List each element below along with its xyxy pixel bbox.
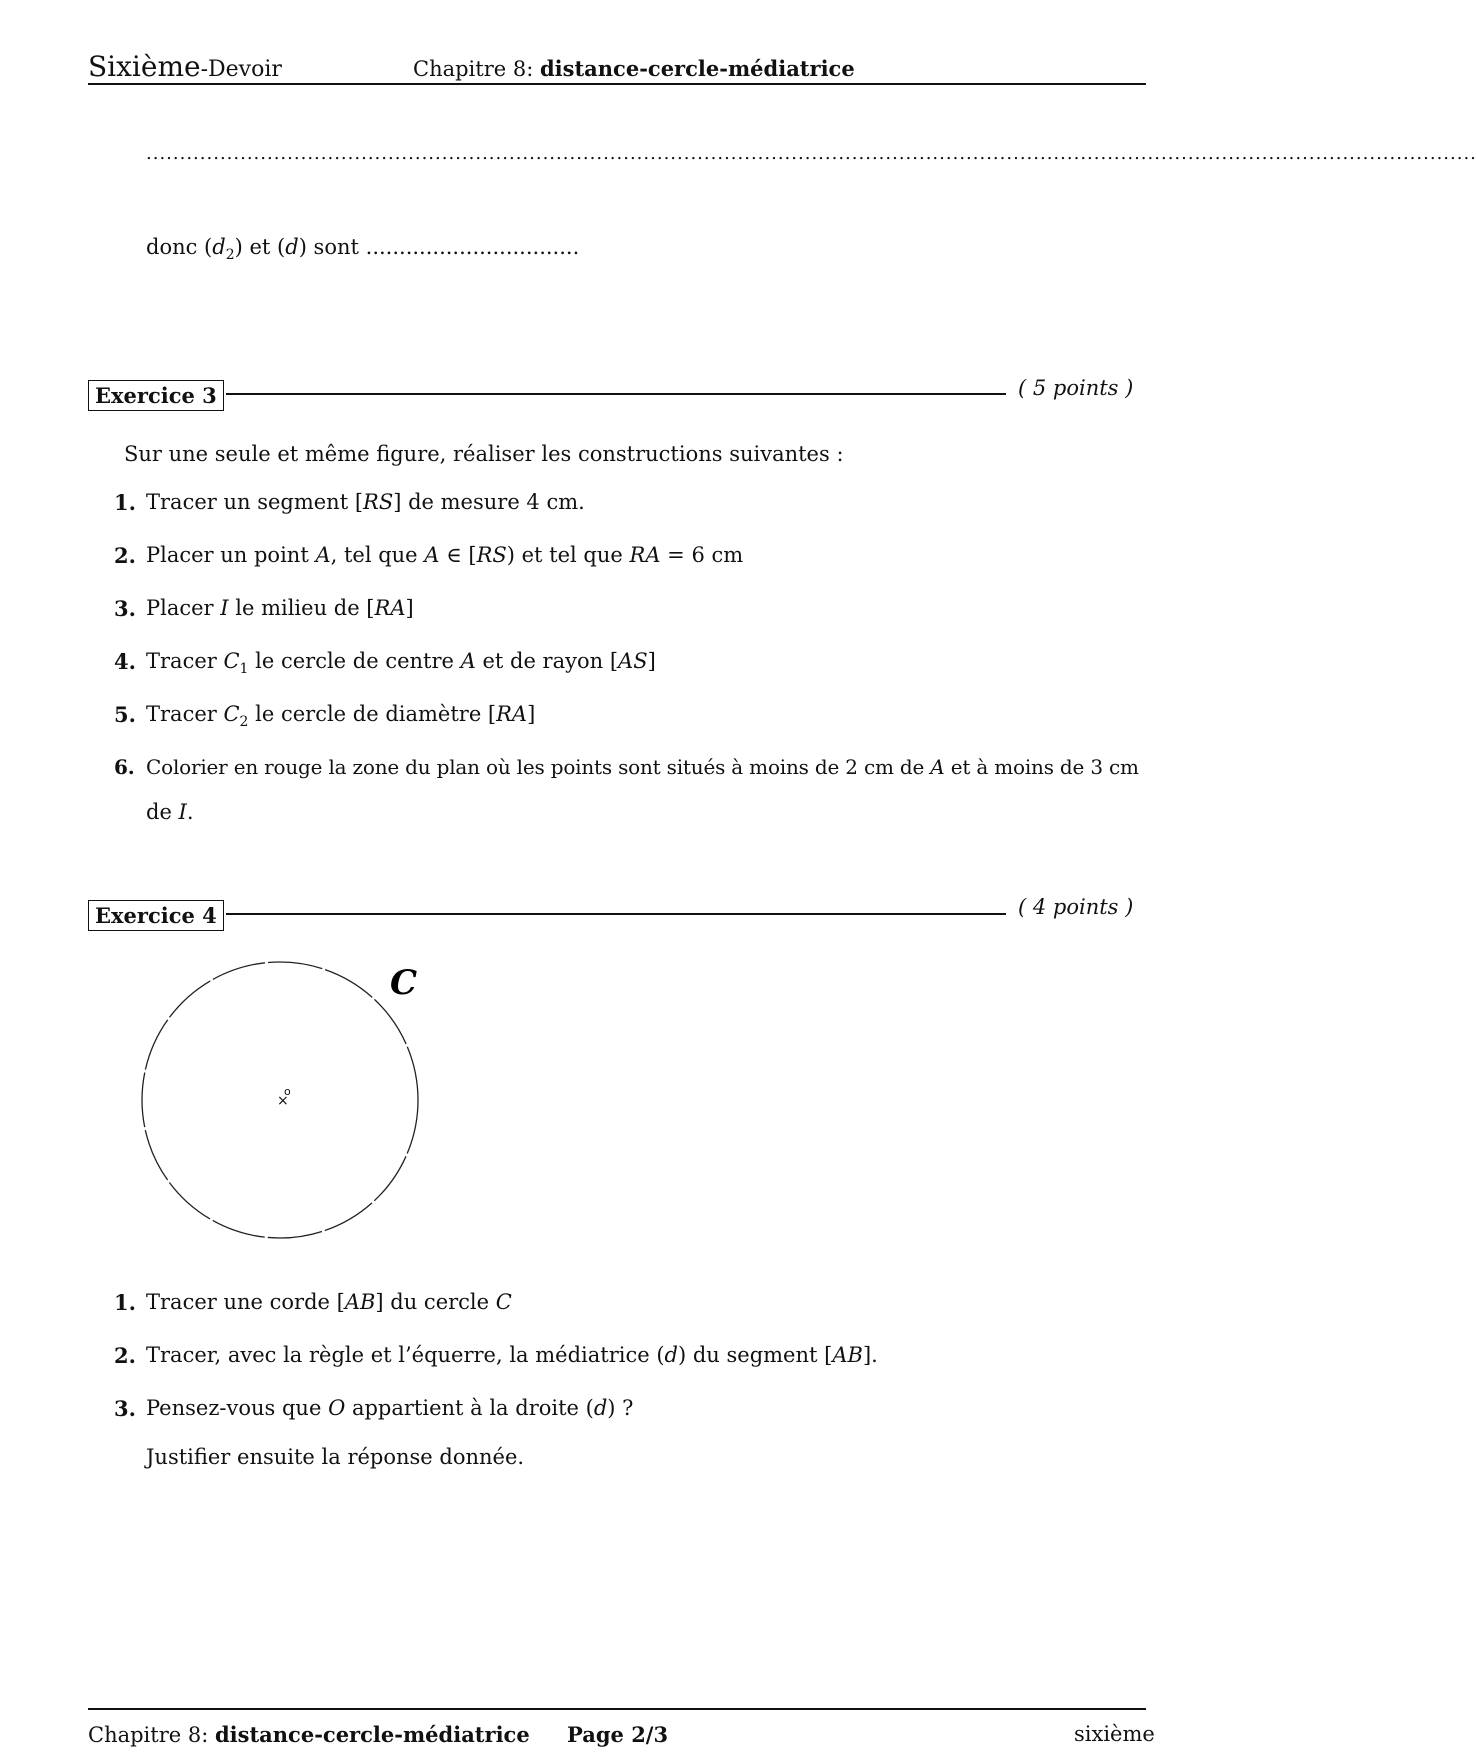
exercise3-rule [226, 393, 1006, 395]
footer-rule [88, 1708, 1146, 1710]
footer-page-number: Page 2/3 [567, 1722, 669, 1747]
exercise3-points: ( 5 points ) [1018, 376, 1134, 400]
exercise3-intro: Sur une seule et même figure, réaliser les constructions suivantes : [124, 442, 844, 466]
answer-dotted-line: ...................................................................................................................................................................................................... [146, 143, 1477, 164]
exercise3-item-6-continued: de I. [146, 800, 194, 824]
circle-figure [120, 950, 440, 1250]
exercise3-title: Exercice 3 [88, 380, 224, 411]
footer-chapter: Chapitre 8: distance-cercle-médiatrice [88, 1722, 530, 1747]
conclusion-line: donc $(d_2)$ et (d) sont ................................ [146, 235, 580, 264]
header-rule [88, 83, 1146, 85]
circle-label: C [390, 963, 418, 1003]
header-chapter: Chapitre 8: distance-cercle-médiatrice [413, 56, 855, 81]
footer-level: sixième [1074, 1722, 1155, 1746]
exercise4-title: Exercice 4 [88, 900, 224, 931]
exercise4-justify: Justifier ensuite la réponse donnée. [146, 1445, 525, 1469]
header-level: Sixième-Devoir [88, 50, 282, 83]
exercise4-points: ( 4 points ) [1018, 895, 1134, 919]
center-label: o [284, 1085, 291, 1098]
exercise4-rule [226, 913, 1006, 915]
center-mark-icon: × [277, 1093, 289, 1109]
